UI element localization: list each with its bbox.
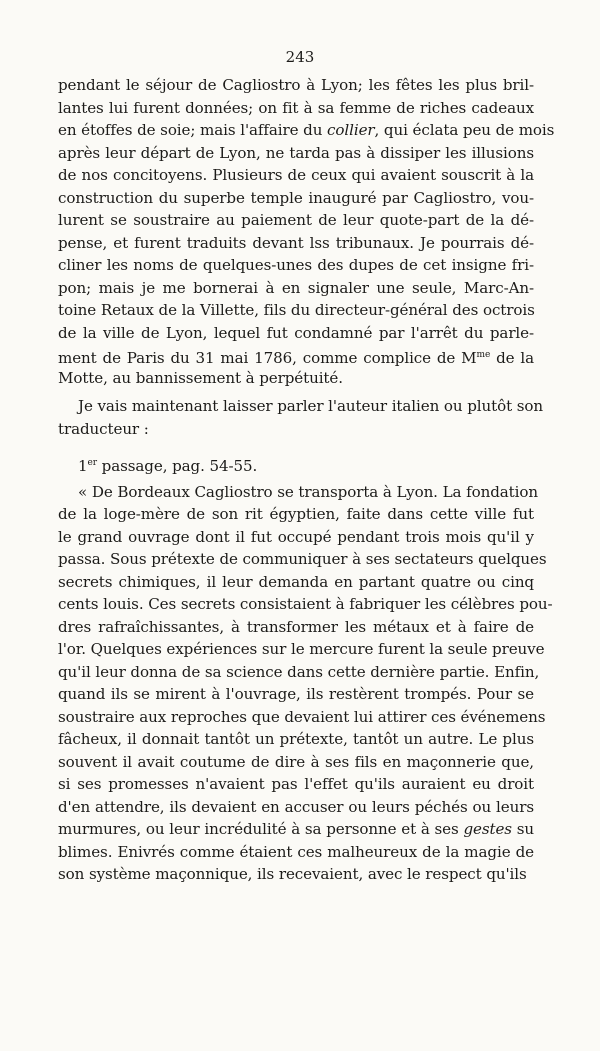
text-line: après leur départ de Lyon, ne tarda pas à dissiper les illusions (58, 143, 534, 162)
text-line: si ses promesses n'avaient pas l'effet qu'ils auraient eu droit (58, 775, 534, 793)
text-line: murmures, ou leur incrédulité à sa personne et à ses gestes su (58, 820, 534, 838)
text-line: de la loge-mère de son rit égyptien, faite dans cette ville fut (58, 505, 534, 523)
text-line: de la ville de Lyon, lequel fut condamné par l'arrêt du parle- (58, 323, 534, 342)
text-line: pendant le séjour de Cagliostro à Lyon; les fêtes les plus bril- (58, 76, 534, 94)
text-line: lantes lui furent données; on fit à sa femme de riches cadeaux (58, 98, 534, 117)
text-line: son système maçonnique, ils recevaient, avec le respect qu'ils (58, 865, 527, 883)
text-line: « De Bordeaux Cagliostro se transporta à Lyon. La fondation (78, 482, 538, 501)
text-line: l'or. Quelques expériences sur le mercure furent la seule preuve (58, 640, 545, 658)
text-line: cliner les noms de quelques-unes des dupes de cet insigne fri- (58, 256, 534, 274)
passage-heading: 1er passage, pag. 54-55. (78, 457, 258, 476)
text-line: Motte, au bannissement à perpétuité. (58, 368, 343, 387)
text-line: blimes. Enivrés comme étaient ces malheureux de la magie de (58, 842, 534, 861)
paragraph-intro-quote (58, 395, 543, 440)
text-line: pon; mais je me bornerai à en signaler une seule, Marc-An- (58, 278, 534, 297)
page-number: 243 (285, 48, 315, 66)
text-line: en étoffes de soie; mais l'affaire du collier, qui éclata peu de mois (58, 121, 555, 139)
text-line: pense, et furent traduits devant lss tribunaux. Je pourrais dé- (58, 233, 534, 252)
paragraph-lyon-dupes (58, 74, 555, 389)
text-line: construction du superbe temple inauguré par Cagliostro, vou- (58, 188, 534, 207)
text-line: lurent se soustraire au paiement de leur quote-part de la dé- (58, 211, 534, 229)
text-line: souvent il avait coutume de dire à ses fils en maçonnerie que, (58, 752, 534, 771)
text-line: fâcheux, il donnait tantôt un prétexte, tantôt un autre. Le plus (58, 730, 534, 748)
text-line: qu'il leur donna de sa science dans cette dernière partie. Enfin, (58, 662, 540, 681)
text-line: dres rafraîchissantes, à transformer les métaux et à faire de (58, 617, 534, 636)
text-line: soustraire aux reproches que devaient lui attirer ces événemens (58, 707, 546, 726)
text-line: d'en attendre, ils devaient en accuser ou leurs péchés ou leurs (58, 797, 534, 816)
text-line: quand ils se mirent à l'ouvrage, ils restèrent trompés. Pour se (58, 685, 534, 703)
text-line: Je vais maintenant laisser parler l'auteur italien ou plutôt son (78, 397, 543, 415)
paragraph-quotation (58, 481, 553, 886)
text-line: traducteur : (58, 419, 149, 438)
text-line: le grand ouvrage dont il fut occupé pendant trois mois qu'il y (58, 527, 534, 546)
text-line: ment de Paris du 31 mai 1786, comme complice de $M^{me}$ de la (58, 349, 534, 368)
text-line: passa. Sous prétexte de communiquer à ses sectateurs quelques (58, 550, 547, 568)
text-line: cents louis. Ces secrets consistaient à fabriquer les célèbres pou- (58, 595, 553, 613)
text-line: de nos concitoyens. Plusieurs de ceux qui avaient souscrit à la (58, 166, 534, 184)
text-line: toine Retaux de la Villette, fils du directeur-général des octrois (58, 301, 535, 319)
text-line: secrets chimiques, il leur demanda en partant quatre ou cinq (58, 572, 534, 591)
body-text (58, 74, 555, 886)
